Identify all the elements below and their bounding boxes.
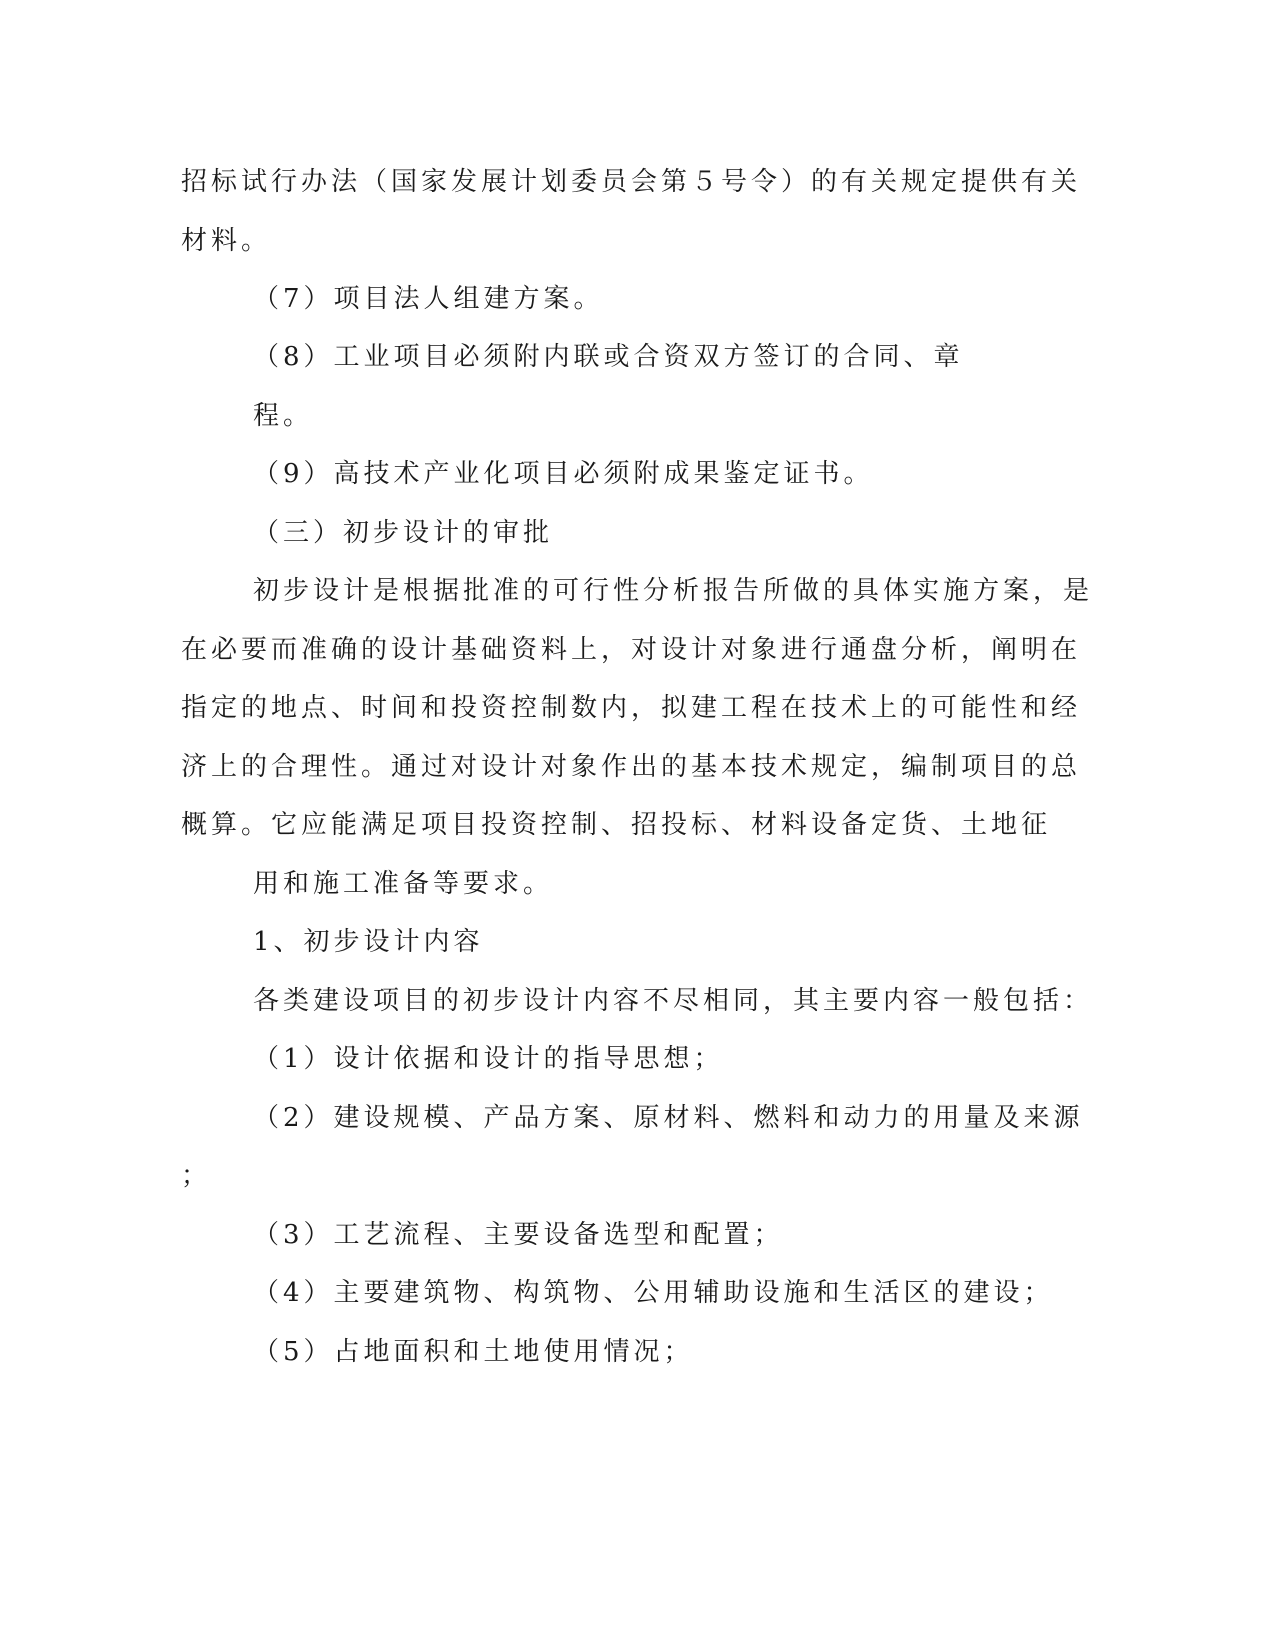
text-line: 在必要而准确的设计基础资料上，对设计对象进行通盘分析，阐明在 — [181, 635, 1082, 665]
text-line: 概算。它应能满足项目投资控制、招投标、材料设备定货、土地征 — [181, 810, 1052, 840]
text-line: 材料。 — [181, 226, 272, 256]
subsection-heading: 1、初步设计内容 — [253, 927, 484, 957]
text-line: 程。 — [253, 401, 314, 431]
text-line: （8）工业项目必须附内联或合资双方签订的合同、章 — [253, 342, 964, 372]
text-line: （9）高技术产业化项目必须附成果鉴定证书。 — [253, 459, 874, 489]
section-heading: （三）初步设计的审批 — [253, 518, 554, 548]
text-line: 指定的地点、时间和投资控制数内，拟建工程在技术上的可能性和经 — [181, 693, 1082, 723]
text-line: 各类建设项目的初步设计内容不尽相同，其主要内容一般包括： — [253, 986, 1094, 1016]
text-line: （7）项目法人组建方案。 — [253, 284, 604, 314]
text-line: 初步设计是根据批准的可行性分析报告所做的具体实施方案，是 — [253, 576, 1094, 606]
text-line: （1）设计依据和设计的指导思想； — [253, 1044, 724, 1074]
text-line: 济上的合理性。通过对设计对象作出的基本技术规定，编制项目的总 — [181, 752, 1082, 782]
text-line: ； — [181, 1161, 212, 1191]
text-line: （4）主要建筑物、构筑物、公用辅助设施和生活区的建设； — [253, 1278, 1054, 1308]
text-line: （5）占地面积和土地使用情况； — [253, 1337, 694, 1367]
text-line: 用和施工准备等要求。 — [253, 869, 554, 899]
text-line: （3）工艺流程、主要设备选型和配置； — [253, 1220, 784, 1250]
text-line: （2）建设规模、产品方案、原材料、燃料和动力的用量及来源 — [253, 1103, 1084, 1133]
text-line: 招标试行办法（国家发展计划委员会第５号令）的有关规定提供有关 — [181, 167, 1082, 197]
